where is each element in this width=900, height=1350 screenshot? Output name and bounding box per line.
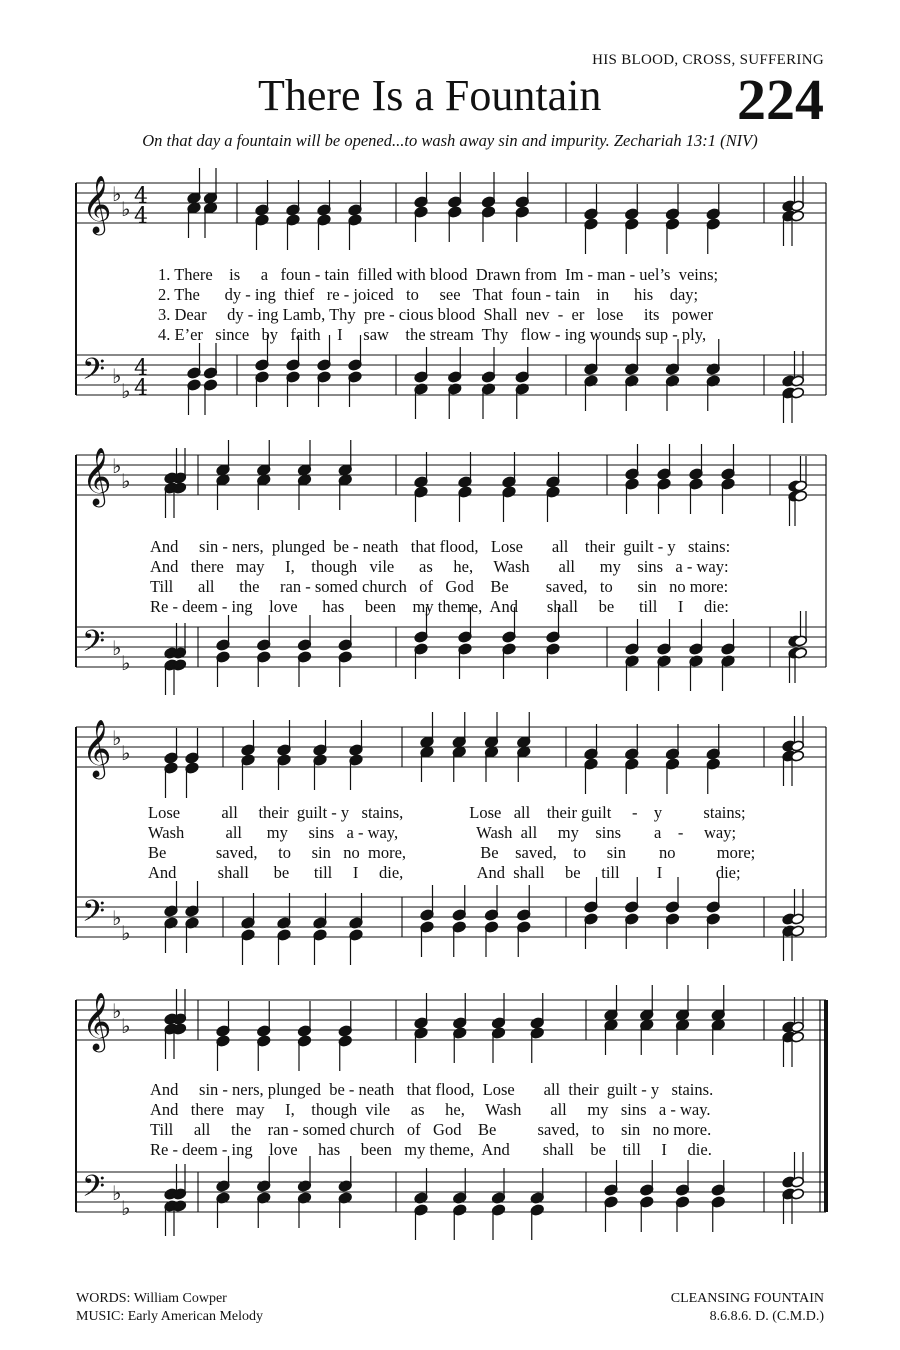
flat-icon: ♭	[112, 1181, 122, 1205]
flat-icon: ♭	[112, 636, 122, 660]
hymn-title: There Is a Fountain	[258, 71, 602, 120]
flat-icon: ♭	[112, 999, 122, 1023]
words-credit: WORDS: William Cowper	[76, 1291, 227, 1306]
treble-clef-icon: 𝄞	[82, 175, 112, 233]
flat-icon: ♭	[121, 469, 131, 493]
flat-icon: ♭	[112, 454, 122, 478]
lyric-line: Till all the ran - somed church of God Be saved, to sin no more.	[150, 1120, 712, 1139]
flat-icon: ♭	[121, 651, 131, 675]
lyric-line: 3. Dear dy - ing Lamb, Thy pre - cious blood Shall nev - er lose its power	[158, 305, 714, 324]
lyric-line: 4. E’er since by faith I saw the stream Thy flow - ing wounds sup - ply,	[158, 325, 707, 344]
time-signature: 4	[134, 356, 148, 381]
lyric-line: Re - deem - ing love has been my theme, And shall be till I die:	[150, 597, 729, 616]
flat-icon: ♭	[121, 921, 131, 945]
bass-clef-icon: 𝄢	[82, 1170, 106, 1211]
lyric-line: Lose all their guilt - y stains, Lose all their guilt - y stains;	[148, 803, 746, 822]
flat-icon: ♭	[112, 726, 122, 750]
lyric-line: Till all the ran - somed church of God Be saved, to sin no more:	[150, 577, 729, 596]
treble-clef-icon: 𝄞	[82, 447, 112, 505]
hymn-number: 224	[737, 67, 824, 132]
bass-clef-icon: 𝄢	[82, 625, 106, 666]
lyric-line: And sin - ners, plunged be - neath that flood, Lose all their guilt - y stains.	[150, 1080, 714, 1099]
treble-clef-icon: 𝄞	[82, 992, 112, 1050]
tune-name: CLEANSING FOUNTAIN	[670, 1291, 824, 1306]
flat-icon: ♭	[121, 379, 131, 403]
hymn-category: HIS BLOOD, CROSS, SUFFERING	[592, 52, 824, 68]
time-signature: 4	[134, 184, 148, 209]
credits	[76, 1290, 263, 1326]
flat-icon: ♭	[121, 197, 131, 221]
flat-icon: ♭	[121, 1014, 131, 1038]
time-signature: 4	[134, 204, 148, 229]
lyric-line: 1. There is a foun - tain filled with blood Drawn from Im - man - uel’s veins;	[158, 265, 719, 284]
lyric-line: Re - deem - ing love has been my theme, And shall be till I die.	[150, 1140, 712, 1159]
lyric-line: And shall be till I die, And shall be till I die;	[148, 863, 741, 882]
lyric-line: And there may I, though vile as he, Wash all my sins a - way.	[150, 1100, 711, 1119]
flat-icon: ♭	[112, 364, 122, 388]
lyric-line: And there may I, though vile as he, Wash all my sins a - way:	[150, 557, 729, 576]
flat-icon: ♭	[112, 182, 122, 206]
meter: 8.6.8.6. D. (C.M.D.)	[709, 1309, 824, 1324]
scripture-epigraph: On that day a fountain will be opened...to wash away sin and impurity. Zechariah 13:1 (NIV)	[142, 131, 758, 150]
flat-icon: ♭	[112, 906, 122, 930]
bass-clef-icon: 𝄢	[82, 895, 106, 936]
lyric-line: Be saved, to sin no more, Be saved, to sin no more;	[148, 843, 756, 862]
lyric-line: 2. The dy - ing thief re - joiced to see That foun - tain in his day;	[158, 285, 699, 304]
music-credit: MUSIC: Early American Melody	[76, 1309, 264, 1324]
lyric-line: Wash all my sins a - way, Wash all my sins a - way;	[148, 823, 737, 842]
tune-info	[671, 1290, 824, 1326]
treble-clef-icon: 𝄞	[82, 719, 112, 777]
lyric-line: And sin - ners, plunged be - neath that flood, Lose all their guilt - y stains:	[150, 537, 731, 556]
flat-icon: ♭	[121, 1196, 131, 1220]
bass-clef-icon: 𝄢	[82, 353, 106, 394]
time-signature: 4	[134, 376, 148, 401]
flat-icon: ♭	[121, 741, 131, 765]
